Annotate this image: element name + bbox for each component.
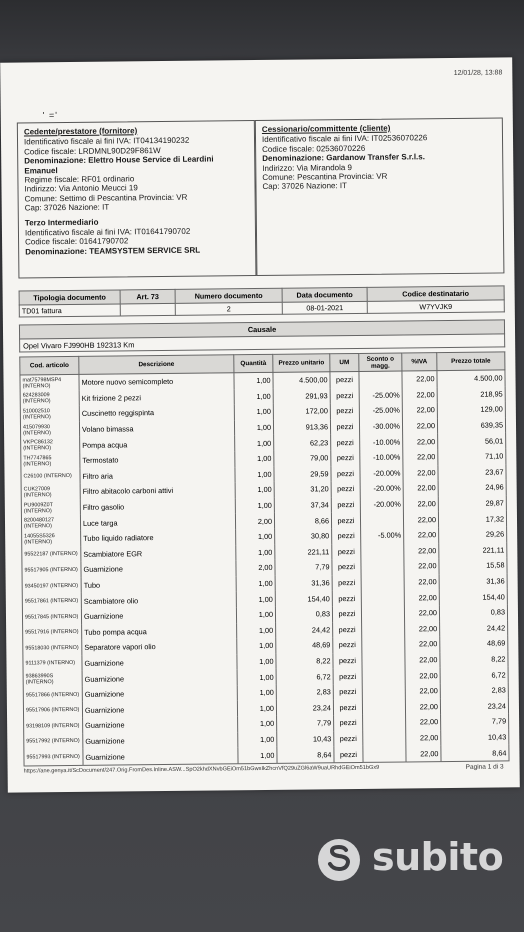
item-total: 23,24 [440, 698, 508, 714]
item-qty: 1,00 [235, 435, 274, 451]
item-desc: Motore nuovo semicompleto [79, 373, 234, 391]
invoice-sheet [0, 57, 520, 792]
item-um: pezzi [334, 746, 363, 762]
item-total: 7,79 [441, 713, 509, 729]
item-disc: -5.00% [361, 527, 404, 543]
item-qty: 1,00 [234, 404, 273, 420]
item-total: 48,69 [440, 636, 508, 652]
item-iva: 22,00 [403, 496, 438, 512]
doc-header-recipient: Codice destinatario [367, 286, 504, 301]
seller-fiscal-code: Codice fiscale: LRDMNL90D29F861W [24, 145, 161, 157]
item-code: TH7747865 (INTERNO) [21, 453, 80, 469]
doc-art73 [120, 303, 175, 316]
item-iva: 22,00 [405, 699, 440, 715]
item-um: pezzi [330, 419, 359, 435]
item-total: 24,96 [438, 480, 506, 496]
item-desc: Guarnizione [83, 747, 238, 765]
item-qty: 1,00 [236, 529, 275, 545]
item-qty: 1,00 [234, 388, 273, 404]
item-um: pezzi [332, 528, 361, 544]
seller-regime: Regime fiscale: RF01 ordinario [24, 174, 135, 185]
item-desc: Guarnizione [83, 732, 238, 749]
doc-date: 08-01-2021 [282, 301, 367, 314]
item-price: 913,36 [273, 419, 330, 435]
item-um: pezzi [332, 575, 361, 591]
seller-cap: Cap: 37026 Nazione: IT [24, 202, 110, 213]
item-total: 29,87 [438, 495, 506, 511]
item-qty: 1,00 [237, 654, 276, 670]
item-code: 93450197 (INTERNO) [22, 578, 81, 594]
item-disc: -25.00% [359, 403, 402, 419]
buyer-title: Cessionario/committente (cliente) [261, 123, 391, 134]
item-desc: Kit frizione 2 pezzi [79, 389, 234, 406]
doc-type: TD01 fattura [19, 304, 120, 317]
item-iva: 22,00 [403, 511, 438, 527]
item-disc [361, 605, 404, 621]
item-iva: 22,00 [405, 652, 440, 668]
item-disc [363, 730, 406, 746]
buyer-fiscal-code: Codice fiscale: 02536070226 [262, 143, 366, 154]
item-desc: Filtro aria [80, 467, 235, 484]
buyer-name: Denominazione: Gardanow Transfer S.r.l.s. [262, 152, 425, 164]
item-disc: -30.00% [359, 418, 402, 434]
item-um: pezzi [331, 466, 360, 482]
item-code: PU9009Z0T (INTERNO) [21, 500, 80, 516]
item-disc: -10.00% [360, 449, 403, 465]
timestamp: 12/01/28, 13:88 [453, 69, 503, 77]
item-total: 23,67 [438, 464, 506, 480]
item-um: pezzi [333, 668, 362, 684]
item-iva: 22,00 [406, 745, 441, 761]
item-desc: Scambiatore olio [81, 592, 236, 609]
item-um: pezzi [332, 559, 361, 575]
item-um: pezzi [331, 512, 360, 528]
item-um: pezzi [334, 731, 363, 747]
item-total: 15,58 [439, 558, 507, 574]
item-um: pezzi [332, 606, 361, 622]
item-qty: 1,00 [237, 622, 276, 638]
item-price: 172,00 [273, 403, 330, 419]
item-price: 8,66 [274, 513, 331, 529]
item-total: 31,36 [439, 573, 507, 589]
page-number: Pagina 1 di 3 [465, 763, 504, 771]
item-desc: Tubo pompa acqua [82, 623, 237, 640]
causale-header: Causale [19, 320, 504, 339]
item-desc: Volano bimassa [79, 420, 234, 437]
items-body [20, 370, 509, 766]
item-code: VKPC86132 (INTERNO) [21, 437, 80, 453]
item-qty: 1,00 [235, 482, 274, 498]
item-qty: 1,00 [235, 451, 274, 467]
item-desc: Guarnizione [82, 701, 237, 718]
item-desc: Guarnizione [82, 654, 237, 671]
item-code: 9111379 (INTERNO) [23, 656, 82, 672]
item-code: 95522187 (INTERNO) [22, 546, 81, 562]
item-price: 10,43 [277, 731, 334, 747]
buyer-city: Comune: Pescantina Provincia: VR [262, 171, 388, 182]
item-price: 48,69 [276, 637, 333, 653]
item-disc: -25.00% [359, 387, 402, 403]
item-iva: 22,00 [403, 480, 438, 496]
item-qty: 1,00 [237, 669, 276, 685]
item-code: 95517993 (INTERNO) [24, 749, 83, 766]
watermark-text: subito [372, 835, 504, 879]
item-price: 6,72 [276, 669, 333, 685]
item-iva: 22,00 [405, 667, 440, 683]
item-disc: -20.00% [360, 465, 403, 481]
item-qty: 1,00 [238, 731, 277, 747]
item-total: 24,42 [440, 620, 508, 636]
item-total: 10,43 [441, 729, 509, 745]
item-iva: 22,00 [404, 574, 439, 590]
doc-recipient-code: W7YVJK9 [367, 300, 504, 313]
item-price: 8,22 [276, 653, 333, 669]
item-desc: Scambiatore EGR [81, 545, 236, 562]
item-um: pezzi [332, 590, 361, 606]
item-total: 17,32 [438, 511, 506, 527]
col-discount: Sconto o magg. [359, 353, 402, 371]
item-um: pezzi [333, 637, 362, 653]
item-desc: Pompa acqua [80, 436, 235, 453]
item-price: 2,83 [276, 684, 333, 700]
item-qty: 1,00 [236, 591, 275, 607]
col-quantity: Quantità [234, 354, 273, 372]
item-desc: Cuscinetto reggispinta [79, 404, 234, 421]
item-total: 221,11 [439, 542, 507, 558]
item-price: 4.500,00 [273, 372, 330, 389]
col-unit-price: Prezzo unitario [273, 354, 330, 373]
item-price: 0,83 [275, 606, 332, 622]
subito-watermark [316, 833, 504, 885]
col-total: Prezzo totale [437, 352, 505, 371]
item-um: pezzi [330, 388, 359, 404]
doc-header-art73: Art. 73 [120, 289, 175, 304]
item-disc [362, 637, 405, 653]
item-price: 31,20 [274, 481, 331, 497]
item-iva: 22,00 [404, 558, 439, 574]
item-qty: 1,00 [236, 607, 275, 623]
item-total: 6,72 [440, 667, 508, 683]
seller-box [17, 120, 257, 278]
item-desc: Filtro abitacolo carboni attivi [80, 482, 235, 499]
item-total: 71,10 [438, 448, 506, 464]
item-disc [363, 746, 406, 763]
item-disc [361, 574, 404, 590]
item-price: 62,23 [274, 435, 331, 451]
item-desc: Termostato [80, 451, 235, 468]
item-total: 8,22 [440, 651, 508, 667]
item-qty: 1,00 [237, 685, 276, 701]
item-iva: 22,00 [402, 387, 437, 403]
item-disc [362, 668, 405, 684]
item-desc: Guarnizione [82, 670, 237, 687]
seller-name: Denominazione: Elettro House Service di Leardini Emanuel [24, 154, 214, 176]
item-iva: 22,00 [405, 636, 440, 652]
item-um: pezzi [333, 699, 362, 715]
item-code: 95517845 (INTERNO) [22, 609, 81, 625]
item-qty: 2,00 [236, 560, 275, 576]
item-code: CUK27009 (INTERNO) [21, 484, 80, 500]
causale-value: Opel Vivaro FJ990HB 192313 Km [20, 334, 505, 352]
item-disc [361, 559, 404, 575]
item-um: pezzi [331, 481, 360, 497]
item-qty: 1,00 [235, 498, 274, 514]
causale-table [19, 319, 505, 352]
item-total: 2,83 [440, 682, 508, 698]
item-um: pezzi [333, 621, 362, 637]
item-code: 415079930 (INTERNO) [20, 422, 79, 438]
col-description: Descrizione [79, 355, 234, 375]
third-name: Denominazione: TEAMSYSTEM SERVICE SRL [25, 245, 201, 257]
item-um: pezzi [333, 653, 362, 669]
handwritten-mark: ' =' [42, 110, 58, 121]
item-code: mat75798MSP4 (INTERNO) [20, 374, 79, 391]
item-qty: 2,00 [235, 513, 274, 529]
item-iva: 22,00 [405, 621, 440, 637]
footer-url: https://ane.genya.it/ScDocument/247.Orig.FromDes.Inline.ASW...SpO2khdXNvbGEiOm51bGwsIkZhcnVfQ29uZGl6aW9uaURhdGEiOm51bGx9 [23, 764, 380, 775]
item-qty: 1,00 [237, 700, 276, 716]
item-desc: Tubo liquido radiatore [81, 529, 236, 546]
item-disc [363, 715, 406, 731]
item-price: 37,34 [274, 497, 331, 513]
item-code: 95517866 (INTERNO) [23, 687, 82, 703]
item-desc: Guarnizione [81, 607, 236, 624]
item-price: 8,64 [277, 746, 334, 763]
item-code: 510002510 (INTERNO) [20, 406, 79, 422]
col-um: UM [330, 353, 359, 371]
buyer-vat: Identificativo fiscale ai fini IVA: IT02536070226 [261, 133, 428, 145]
item-price: 7,79 [277, 715, 334, 731]
item-total: 29,26 [439, 526, 507, 542]
item-iva: 22,00 [405, 683, 440, 699]
item-disc [362, 621, 405, 637]
item-disc [362, 699, 405, 715]
item-price: 23,24 [276, 700, 333, 716]
item-desc: Guarnizione [81, 560, 236, 577]
item-qty: 1,00 [238, 747, 277, 764]
item-um: pezzi [333, 684, 362, 700]
item-total: 129,00 [437, 402, 505, 418]
item-iva: 22,00 [404, 543, 439, 559]
item-price: 221,11 [275, 544, 332, 560]
item-price: 79,00 [274, 450, 331, 466]
item-disc: -10.00% [360, 434, 403, 450]
item-code: 8200480127 (INTERNO) [21, 515, 80, 531]
item-price: 7,79 [275, 559, 332, 575]
item-iva: 22,00 [403, 434, 438, 450]
item-total: 154,40 [439, 589, 507, 605]
item-iva: 22,00 [403, 449, 438, 465]
item-um: pezzi [332, 543, 361, 559]
item-desc: Separatore vapori olio [82, 638, 237, 655]
item-code: 624283009 (INTERNO) [20, 390, 79, 406]
item-total: 0,83 [439, 604, 507, 620]
doc-header-number: Numero documento [175, 288, 282, 303]
item-disc [360, 512, 403, 528]
seller-vat: Identificativo fiscale ai fini IVA: IT04134190232 [23, 136, 190, 147]
item-iva: 22,00 [404, 589, 439, 605]
item-um: pezzi [331, 434, 360, 450]
item-disc [362, 683, 405, 699]
item-qty: 1,00 [236, 576, 275, 592]
item-iva: 22,00 [402, 418, 437, 434]
col-code: Cod. articolo [20, 356, 79, 375]
buyer-cap: Cap: 37026 Nazione: IT [262, 181, 348, 192]
subito-logo-icon [316, 837, 362, 883]
item-price: 31,36 [275, 575, 332, 591]
third-vat: Identificativo fiscale ai fini IVA: IT01641790702 [24, 226, 191, 238]
item-desc: Tubo [81, 576, 236, 593]
item-disc: -20.00% [360, 481, 403, 497]
item-code: 95517905 (INTERNO) [22, 562, 81, 578]
item-price: 154,40 [275, 591, 332, 607]
item-code: 95517916 (INTERNO) [23, 624, 82, 640]
item-total: 56,01 [438, 433, 506, 449]
col-vat: %IVA [402, 353, 437, 371]
item-code: 95517906 (INTERNO) [23, 702, 82, 718]
item-iva: 22,00 [406, 730, 441, 746]
item-code: 95517992 (INTERNO) [24, 734, 83, 750]
items-table [19, 351, 509, 766]
item-total: 4.500,00 [437, 370, 505, 387]
item-price: 30,80 [275, 528, 332, 544]
seller-city: Comune: Settimo di Pescantina Provincia: VR [24, 192, 188, 204]
doc-header-type: Tipologia documento [19, 290, 120, 305]
item-disc [361, 590, 404, 606]
buyer-address: Indirizzo: Via Mirandola 9 [262, 162, 353, 173]
item-desc: Guarnizione [82, 685, 237, 702]
item-disc: -20.00% [360, 496, 403, 512]
item-total: 639,35 [437, 417, 505, 433]
item-iva: 22,00 [404, 605, 439, 621]
item-qty: 1,00 [234, 420, 273, 436]
item-disc [362, 652, 405, 668]
buyer-box [255, 117, 505, 276]
item-um: pezzi [331, 450, 360, 466]
item-qty: 1,00 [235, 466, 274, 482]
item-um: pezzi [331, 497, 360, 513]
item-code: C26100 (INTERNO) [21, 468, 80, 484]
item-desc: Guarnizione [83, 716, 238, 733]
seller-title: Cedente/prestatore (fornitore) [23, 126, 138, 137]
item-qty: 1,00 [234, 372, 273, 389]
item-desc: Luce targa [80, 514, 235, 531]
item-price: 29,59 [274, 466, 331, 482]
item-code: 14055S5326 (INTERNO) [22, 531, 81, 547]
doc-header-date: Data documento [282, 287, 367, 302]
item-iva: 22,00 [403, 465, 438, 481]
item-iva: 22,00 [406, 714, 441, 730]
item-code: 95517861 (INTERNO) [22, 593, 81, 609]
item-qty: 1,00 [238, 716, 277, 732]
item-um: pezzi [334, 715, 363, 731]
item-um: pezzi [330, 403, 359, 419]
item-code: 95518030 (INTERNO) [23, 640, 82, 656]
item-price: 24,42 [276, 622, 333, 638]
item-qty: 1,00 [237, 638, 276, 654]
doc-number: 2 [175, 302, 282, 315]
third-title: Terzo Intermediario [24, 217, 99, 228]
third-fiscal-code: Codice fiscale: 01641790702 [25, 236, 129, 247]
item-price: 291,93 [273, 388, 330, 404]
item-iva: 22,00 [402, 371, 437, 387]
item-disc [359, 371, 402, 388]
item-total: 8,64 [441, 745, 509, 762]
seller-address: Indirizzo: Via Antonio Meucci 19 [24, 183, 138, 194]
item-code: 93198109 (INTERNO) [24, 718, 83, 734]
item-code: 93863990S (INTERNO) [23, 671, 82, 687]
document-info-table [19, 285, 505, 317]
item-total: 218,95 [437, 386, 505, 402]
item-iva: 22,00 [404, 527, 439, 543]
item-qty: 1,00 [236, 544, 275, 560]
item-desc: Filtro gasolio [80, 498, 235, 515]
item-disc [361, 543, 404, 559]
item-iva: 22,00 [402, 402, 437, 418]
item-um: pezzi [330, 371, 359, 387]
